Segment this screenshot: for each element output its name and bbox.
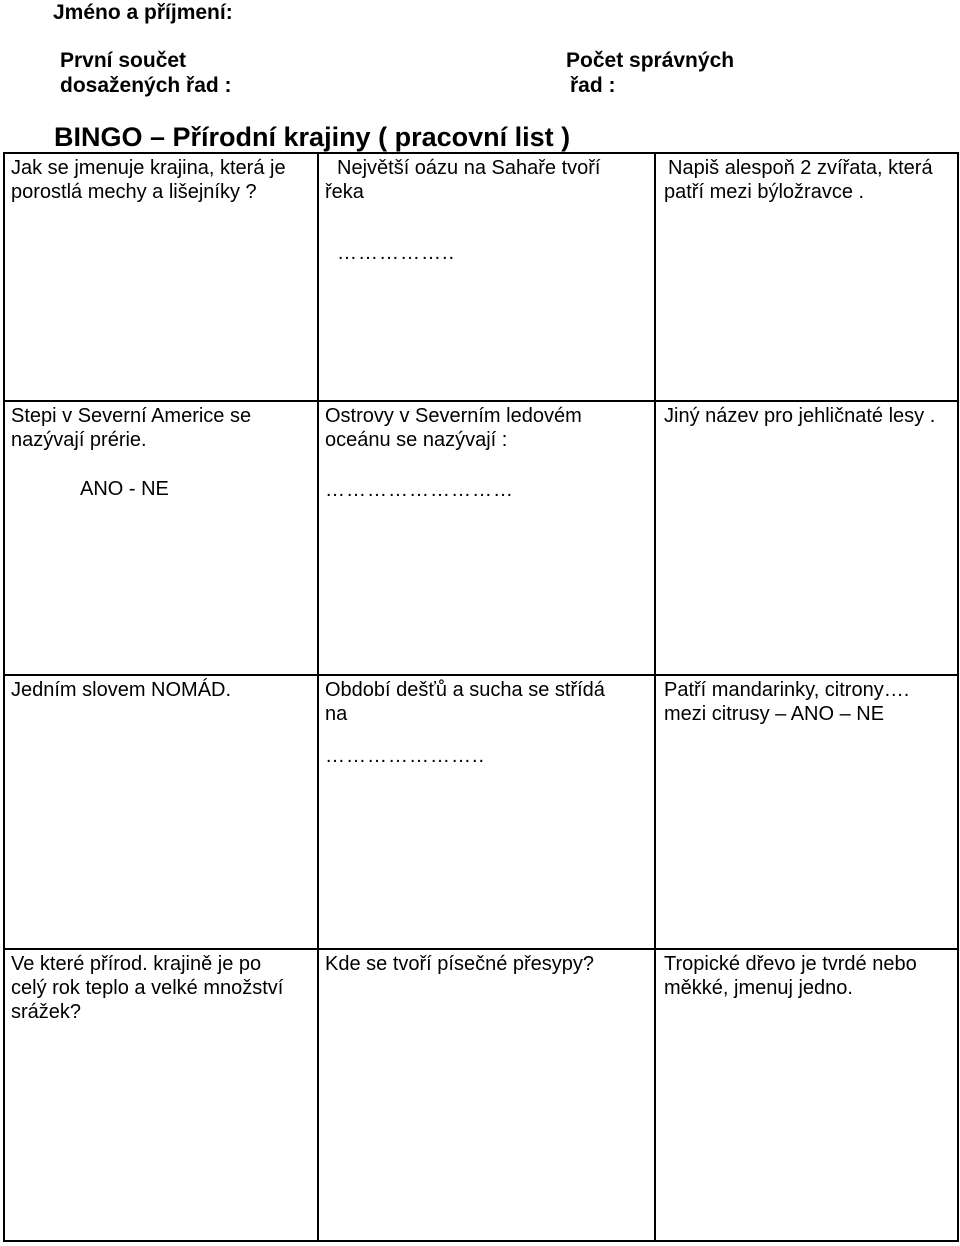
question-line: celý rok teplo a velké množství	[11, 977, 284, 999]
bingo-cell[interactable]	[318, 153, 655, 401]
bingo-cell[interactable]	[4, 949, 318, 1241]
answer-blank[interactable]: ………………………	[325, 479, 514, 501]
question-text	[319, 402, 654, 452]
question-line: na	[325, 703, 348, 725]
question-line: Tropické dřevo je tvrdé nebo	[664, 953, 917, 975]
question-line: oceánu se nazývají :	[325, 429, 508, 451]
question-line: Největší oázu na Sahaře tvoří	[337, 157, 601, 179]
question-line: Patří mandarinky, citrony….	[664, 679, 910, 701]
first-sum-line2: dosažených řad :	[60, 74, 232, 97]
question-text	[656, 676, 957, 726]
bingo-cell[interactable]	[4, 153, 318, 401]
bingo-cell[interactable]	[655, 949, 958, 1241]
correct-rows-line2: řad :	[570, 74, 616, 97]
question-line: Kde se tvoří písečné přesypy?	[325, 953, 595, 975]
question-text	[319, 154, 654, 204]
question-line: Ve které přírod. krajině je po	[11, 953, 262, 975]
bingo-cell[interactable]	[655, 401, 958, 675]
answer-blank[interactable]: ……………..	[337, 242, 456, 264]
question-text	[656, 154, 957, 204]
question-line: srážek?	[11, 1001, 82, 1023]
question-text	[656, 950, 957, 1000]
question-line: Ostrovy v Severním ledovém	[325, 405, 582, 427]
question-line: mezi citrusy – ANO – NE	[664, 703, 885, 725]
correct-rows-label	[566, 48, 734, 98]
yes-no-choice[interactable]: ANO - NE	[80, 478, 169, 500]
question-line: patří mezi býložravce .	[664, 181, 865, 203]
question-line: Období dešťů a sucha se střídá	[325, 679, 605, 701]
question-text	[5, 950, 317, 1024]
bingo-cell[interactable]	[318, 675, 655, 949]
question-text	[319, 950, 654, 976]
bingo-cell[interactable]	[4, 675, 318, 949]
worksheet-title: BINGO – Přírodní krajiny ( pracovní list )	[54, 122, 571, 152]
question-line: Napiš alespoň 2 zvířata, která	[668, 157, 933, 179]
first-sum-label	[60, 48, 232, 98]
question-text	[656, 402, 957, 428]
question-line: porostlá mechy a lišejníky ?	[11, 181, 257, 203]
question-text	[5, 402, 317, 452]
bingo-cell[interactable]	[655, 153, 958, 401]
bingo-cell[interactable]	[318, 949, 655, 1241]
question-line: nazývají prérie.	[11, 429, 147, 451]
bingo-cell[interactable]	[655, 675, 958, 949]
question-line: měkké, jmenuj jedno.	[664, 977, 853, 999]
question-text	[5, 154, 317, 204]
name-field-label: Jméno a příjmení:	[53, 1, 233, 24]
answer-blank[interactable]: …………………..	[325, 745, 486, 767]
correct-rows-line1: Počet správných	[566, 49, 735, 72]
question-text	[319, 676, 654, 726]
question-line: Stepi v Severní Americe se	[11, 405, 252, 427]
bingo-cell[interactable]	[4, 401, 318, 675]
question-line: Jiný název pro jehličnaté lesy .	[664, 405, 936, 427]
question-line: Jedním slovem NOMÁD.	[11, 679, 232, 701]
bingo-grid	[3, 152, 959, 1242]
question-text	[5, 676, 317, 702]
first-sum-line1: První součet	[60, 49, 187, 72]
question-line: řeka	[325, 181, 364, 203]
question-line: Jak se jmenuje krajina, která je	[11, 157, 286, 179]
bingo-cell[interactable]	[318, 401, 655, 675]
